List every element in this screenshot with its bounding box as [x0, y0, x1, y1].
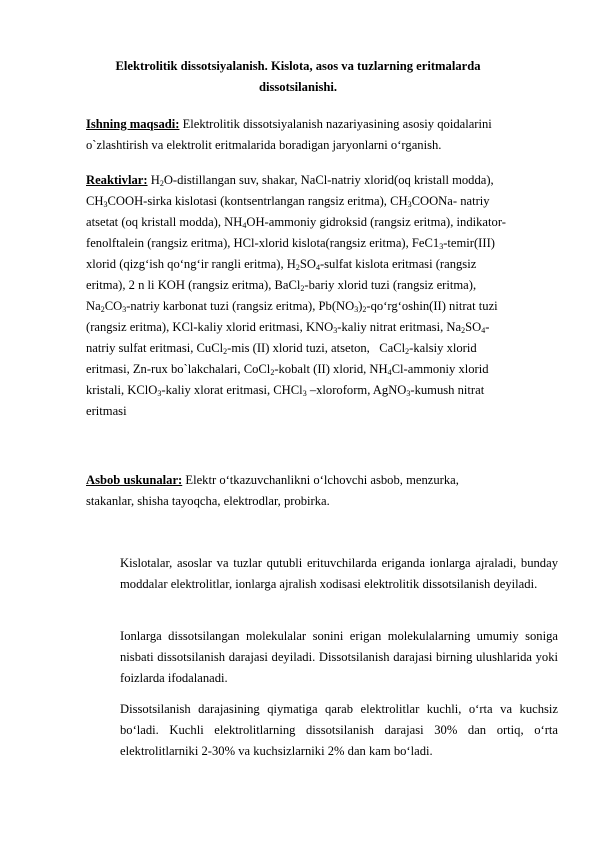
body-paragraph-3: [86, 699, 558, 762]
equipment-text-2: stakanlar, shisha tayoqcha, elektrodlar, probirka.: [86, 494, 330, 508]
paragraph-text: Ionlarga dissotsilangan molekulalar sonini erigan molekulalarning umumiy soniga nisbati dissotsilanish darajasi deyiladi. Dissotsilanish darajasi birning ulushlarida yoki foizlarda ifodalanadi.: [120, 629, 558, 685]
reagents-section: Reaktivlar: $H_2O$-distillangan suv, shakar, NaCl-natriy xlorid(oq kristall modda), $CH_3COOH$-sirka kislotasi (kontsentrlangan rangsiz eritma), $CH_3COONa-$ natriy atsetat (oq kristall modda), $NH_4OH$-ammoniy gidroksid (rangsiz eritma), indikator- fenolftalein (rangsiz eritma), HCl-xlorid kislota(rangsiz eritma), $FeC1_3-temir(III)$ xlorid (qizg‘ish qo‘ng‘ir rangli eritma), $H_2SO_4$-sulfat kislota eritmasi (rangsiz eritma), 2 n li KOH (rangsiz eritma), BaCl$_2$-bariy xlorid tuzi (rangsiz eritma), $Na_2CO_3$-natriy karbonat tuzi (rangsiz eritma), $Pb(NO_3)_2-qo‘rg‘oshin(II)$ nitrat tuzi (rangsiz eritma), KCl-kaliy xlorid eritmasi, $KNO_3$-kaliy nitrat eritmasi, $Na_2SO_4-$ natriy sulfat eritmasi, CuCl$_2$-mis (II) xlorid tuzi, atseton, CaCl$_2$-kalsiy xlorid eritmasi, Zn-rux bo`lakchalari, CoCl$_2$-kobalt (II) xlorid, $NH_4Cl$-ammoniy xlorid kristali, KClO$_3$-kaliy xlorat eritmasi, CHCl$_3$ –xloroform, AgNO$_3$-kumush nitrat eritmasi: [86, 173, 506, 418]
title-line-1: Elektrolitik dissotsiyalanish. Kislota, asos va tuzlarning eritmalarda: [115, 59, 481, 73]
goal-section: [86, 114, 516, 156]
equipment-label: Asbob uskunalar:: [86, 473, 183, 487]
reagents-label: Reaktivlar:: [86, 173, 148, 187]
paragraph-text: Kislotalar, asoslar va tuzlar qutubli erituvchilarda eriganda ionlarga ajraladi, bunday moddalar elektrolitlar, ionlarga ajralish xodisasi elektrolitik dissotsilanish deyiladi.: [120, 556, 558, 591]
title-line-2: dissotsilanishi.: [258, 80, 338, 94]
body-paragraph-1: [86, 553, 558, 595]
goal-text-2: o`zlashtirish va elektrolit eritmalarida boradigan jaryonlarni o‘rganish.: [86, 138, 442, 152]
paragraph-text: Dissotsilanish darajasining qiymatiga qarab elektrolitlar kuchli, o‘rta va kuchsiz bo‘ladi. Kuchli elektrolitlarning dissotsilanish darajasi 30% dan ortiq, o‘rta elektrolitlarniki 2-30% va kuchsizlarniki 2% dan kam bo‘ladi.: [120, 702, 558, 758]
page-title: [86, 56, 510, 98]
body-paragraph-2: [86, 626, 558, 689]
equipment-section: [86, 470, 516, 512]
equipment-text-1: Elektr o‘tkazuvchanlikni o‘lchovchi asbob, menzurka,: [182, 473, 459, 487]
goal-label: Ishning maqsadi:: [86, 117, 180, 131]
goal-text-1: Elektrolitik dissotsiyalanish nazariyasining asosiy qoidalarini: [179, 117, 492, 131]
